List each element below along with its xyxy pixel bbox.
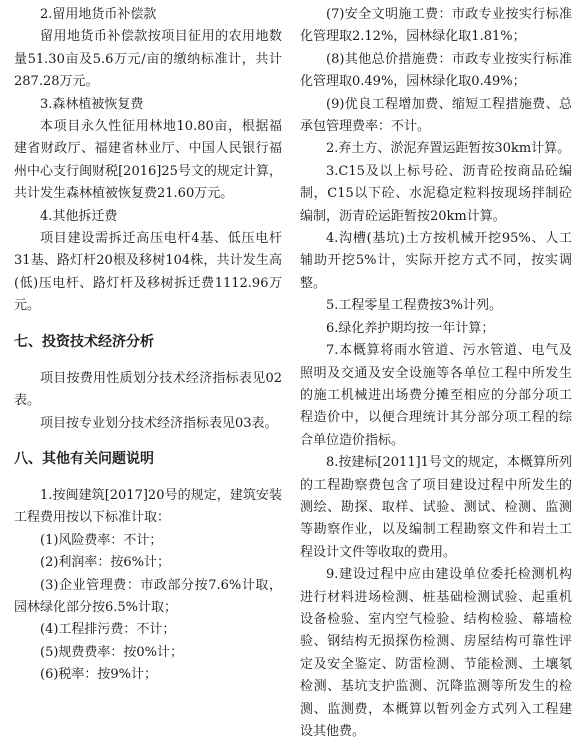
paragraph: 4.沟槽(基坑)土方按机械开挖95%、人工辅助开挖5%计，实际开挖方式不同，按实调整。: [300, 231, 572, 291]
paragraph: 本项目永久性征用林地10.80亩，根据福建省财政厅、福建省林业厅、中国人民银行福州中心支行闽财税[2016]25号文的规定计算，共计发生森林植被恢复费21.60万元。: [14, 119, 282, 202]
list-item: (3)企业管理费：市政部分按7.6%计取，园林绿化部分按6.5%计取；: [14, 577, 282, 615]
paragraph: 项目按费用性质划分技术经济指标表见02表。: [14, 370, 282, 409]
left-column: [14, 4, 282, 687]
paragraph: 3.C15及以上标号砼、沥青砼按商品砼编制，C15以下砼、水泥稳定粒料按现场拌制砼编制，沥青砼运距暂按20km计算。: [300, 163, 572, 224]
list-item: (9)优良工程增加费、缩短工程措施费、总承包管理费率：不计。: [300, 96, 572, 135]
paragraph: 留用地货币补偿款按项目征用的农用地数量51.30亩及5.6万元/亩的缴纳标准计，共计287.28万元。: [14, 29, 282, 90]
list-item: (1)风险费率：不计；: [40, 532, 163, 548]
subsection-title: 2.留用地货币补偿款: [40, 7, 157, 22]
list-item: (5)规费费率：按0%计；: [40, 644, 184, 660]
paragraph: 项目建设需拆迁高压电杆4基、低压电杆31基、路灯杆20根及移树104株，共计发生高(低)压电杆、路灯杆及移树拆迁费1112.96万元。: [14, 231, 282, 314]
list-item: (8)其他总价措施费：市政专业按实行标准化管理取0.49%，园林绿化取0.49%；: [300, 51, 572, 90]
right-column: [300, 4, 572, 743]
paragraph: 9.建设过程中应由建设单位委托检测机构进行材料进场检测、桩基础检测试验、起重机设备检验、室内空气检验、结构检验、幕墙检验、钢结构无损探伤检测、房屋结构可靠性评定及安全鉴定、防雷检测、节能检测、土壤氡检测、基坑支护监测、沉降监测等所发生的检测、监测费，本概算以暂列金方式列入工程建设其他费。: [300, 567, 572, 739]
paragraph: 5.工程零星工程费按3%计列。: [326, 298, 503, 314]
subsection-title: 3.森林植被恢复费: [40, 96, 144, 112]
paragraph: 1.按闽建筑[2017]20号的规定，建筑安装工程费用按以下标准计取：: [14, 487, 282, 526]
list-item: (2)利润率：按6%计；: [40, 555, 171, 571]
section-heading-8: 八、其他有关问题说明: [14, 450, 154, 467]
paragraph: 6.绿化养护期均按一年计算；: [326, 320, 495, 336]
list-item: (6)税率：按9%计；: [40, 667, 158, 683]
paragraph: 7.本概算将雨水管道、污水管道、电气及照明及交通及安全设施等各单位工程中所发生的施工机械进出场费分摊至相应的分部分项工程造价中，以便合理统计其分部分项工程的综合单位造价指标。: [300, 343, 572, 448]
subsection-title: 4.其他拆迁费: [40, 208, 118, 224]
paragraph: 2.弃土方、淤泥弃置运距暂按30km计算。: [326, 141, 571, 157]
list-item: (7)安全文明施工费：市政专业按实行标准化管理取2.12%，园林绿化取1.81%；: [300, 7, 572, 45]
list-item: (4)工程排污费：不计；: [40, 622, 176, 638]
paragraph: 项目按专业划分技术经济指标表见03表。: [40, 415, 278, 431]
paragraph: 8.按建标[2011]1号文的规定，本概算所列的工程勘察费包含了项目建设过程中所发生的测绘、勘探、取样、试验、测试、检测、监测等勘察作业，以及编制工程勘察文件和岩土工程设计文件等收取的费用。: [300, 455, 572, 560]
section-heading-7: 七、投资技术经济分析: [14, 333, 154, 350]
